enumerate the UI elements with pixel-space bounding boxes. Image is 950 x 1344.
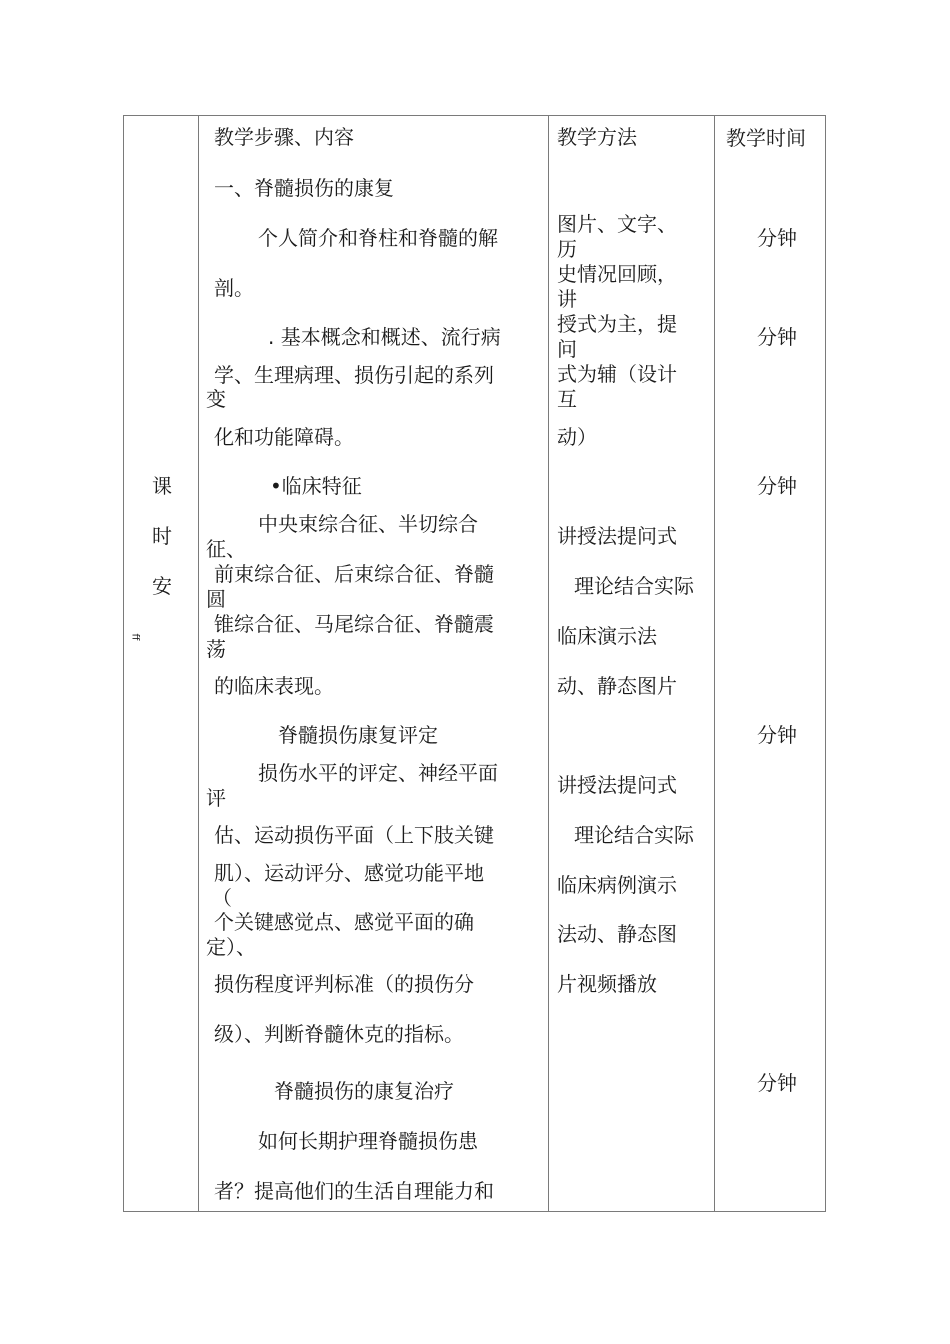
method-line: 动、静态图片 [557, 674, 677, 698]
content-line: 的临床表现。 [214, 674, 334, 698]
content-line: （ [212, 886, 232, 910]
section-title-4: 脊髓损伤的康复治疗 [274, 1079, 454, 1103]
content-line: 个人简介和脊柱和脊髓的解 [258, 226, 498, 250]
content-line: 评 [206, 786, 226, 810]
label-char-3: 安 [152, 574, 172, 598]
content-line: 中央束综合征、半切综合 [258, 512, 478, 536]
content-line: 征、 [206, 537, 246, 561]
label-mark: ff [129, 633, 141, 641]
content-line: 荡 [206, 637, 226, 661]
content-line: 锥综合征、马尾综合征、脊髓震 [214, 612, 494, 636]
method-line: 法动、静态图 [557, 922, 677, 946]
method-line: 互 [557, 387, 577, 411]
content-line: 剖。 [214, 276, 254, 300]
content-line: 损伤水平的评定、神经平面 [258, 761, 498, 785]
method-line: 讲授法提问式 [557, 773, 677, 797]
column-divider-1 [198, 115, 199, 1212]
time-cell: 分钟 [757, 723, 797, 747]
header-method: 教学方法 [557, 125, 637, 149]
content-line: 如何长期护理脊髓损伤患 [258, 1129, 478, 1153]
method-line: 讲授法提问式 [557, 524, 677, 548]
content-line: 肌）、运动评分、感觉功能平地 [214, 861, 484, 885]
method-line: 临床病例演示 [557, 873, 677, 897]
content-line: 级）、判断脊髓休克的指标。 [214, 1022, 464, 1046]
content-line: 变 [206, 387, 226, 411]
section-title-1: 一、脊髓损伤的康复 [214, 176, 394, 200]
content-line: 学、生理病理、损伤引起的系列 [214, 363, 494, 387]
content-line: 化和功能障碍。 [214, 425, 354, 449]
table-bottom-border [123, 1211, 826, 1212]
method-line: 动） [557, 425, 597, 449]
section-title-3: 脊髓损伤康复评定 [278, 723, 438, 747]
method-line: 问 [557, 337, 577, 361]
method-line: 史情况回顾， [557, 262, 677, 286]
table-border-right [825, 115, 826, 1212]
content-line: . 基本概念和概述、流行病 [268, 325, 501, 349]
method-line: 讲 [557, 287, 577, 311]
method-line: 图片、文字、 [557, 212, 677, 236]
content-line: 估、运动损伤平面（上下肢关键 [214, 823, 494, 847]
header-time: 教学时间 [726, 126, 806, 150]
table-border-left [123, 115, 124, 1212]
time-cell: 分钟 [757, 226, 797, 250]
method-line: 片视频播放 [557, 972, 657, 996]
time-cell: 分钟 [757, 1071, 797, 1095]
content-line: 前束综合征、后束综合征、脊髓 [214, 562, 494, 586]
content-line: 者？提高他们的生活自理能力和 [214, 1179, 494, 1203]
method-line: 历 [557, 237, 577, 261]
table-top-border [123, 115, 826, 116]
method-line: 临床演示法 [557, 624, 657, 648]
header-content: 教学步骤、内容 [214, 125, 354, 149]
method-line: 式为辅（设计 [557, 362, 677, 386]
label-char-1: 课 [152, 474, 172, 498]
content-line: 个关键感觉点、感觉平面的确 [214, 910, 474, 934]
content-line: 损伤程度评判标准（的损伤分 [214, 972, 474, 996]
time-cell: 分钟 [757, 325, 797, 349]
section-title-2: •临床特征 [270, 474, 362, 498]
column-divider-3 [714, 115, 715, 1212]
method-line: 理论结合实际 [574, 574, 694, 598]
label-char-2: 时 [152, 524, 172, 548]
method-line: 理论结合实际 [574, 823, 694, 847]
time-cell: 分钟 [757, 474, 797, 498]
method-line: 授式为主，提 [557, 312, 677, 336]
column-divider-2 [548, 115, 549, 1212]
content-line: 圆 [206, 587, 226, 611]
content-line: 定）、 [206, 935, 256, 959]
